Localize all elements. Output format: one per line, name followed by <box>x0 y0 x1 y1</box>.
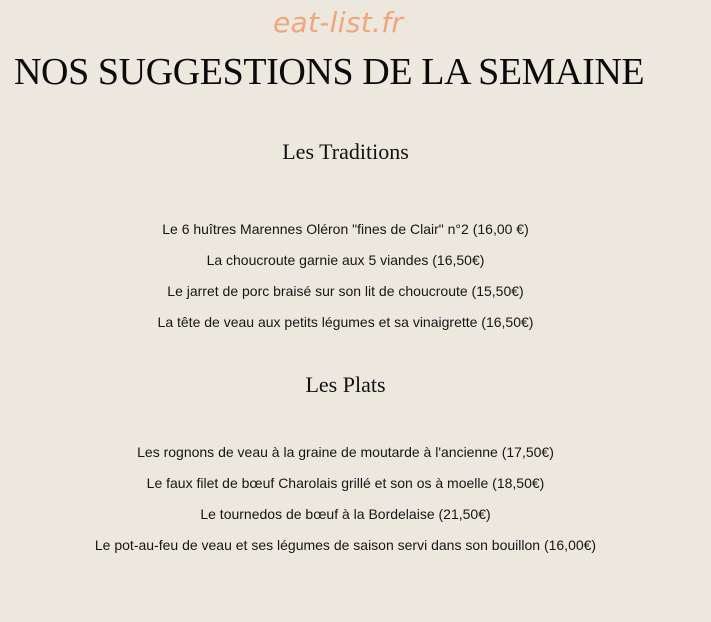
menu-item: Le jarret de porc braisé sur son lit de choucroute (15,50€) <box>167 283 524 299</box>
menu-item: La tête de veau aux petits légumes et sa vinaigrette (16,50€) <box>157 314 534 330</box>
watermark-text: eat-list.fr <box>273 6 404 39</box>
menu-item: Le faux filet de bœuf Charolais grillé et son os à moelle (18,50€) <box>146 475 545 491</box>
page-title: NOS SUGGESTIONS DE LA SEMAINE <box>14 51 645 93</box>
menu-item: La choucroute garnie aux 5 viandes (16,50€) <box>206 252 485 268</box>
menu-list-traditions <box>0 219 691 343</box>
menu-item: Le 6 huîtres Marennes Oléron "fines de Clair" n°2 (16,00 €) <box>162 221 529 237</box>
section-title-plats: Les Plats <box>305 372 386 397</box>
section-title-traditions: Les Traditions <box>282 139 409 164</box>
menu-item: Le pot-au-feu de veau et ses légumes de saison servi dans son bouillon (16,00€) <box>94 537 597 553</box>
menu-item: Le tournedos de bœuf à la Bordelaise (21,50€) <box>200 506 491 522</box>
menu-item: Les rognons de veau à la graine de moutarde à l'ancienne (17,50€) <box>137 444 554 460</box>
menu-list-plats <box>0 442 691 566</box>
